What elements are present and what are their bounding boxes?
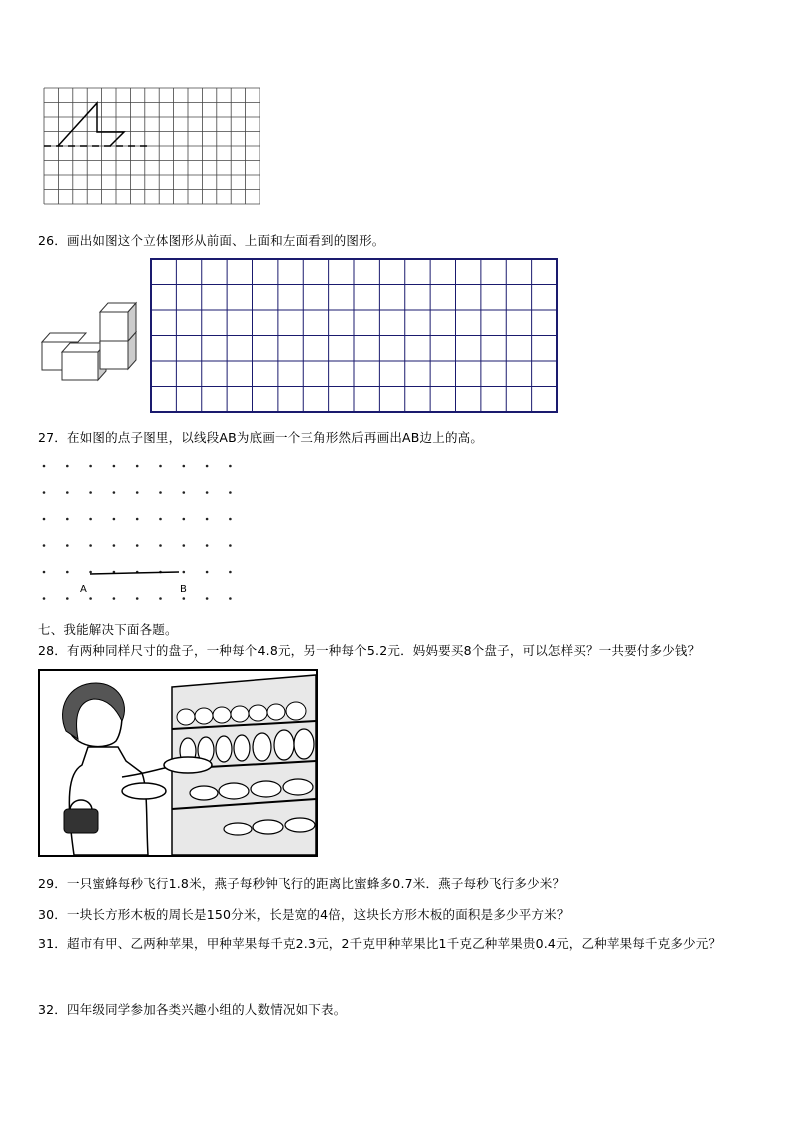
section-7-heading: 七、我能解决下面各题。 (38, 622, 178, 637)
grid-dot (89, 491, 92, 494)
label-a: A (80, 584, 87, 595)
grid-dot (113, 544, 116, 547)
grid-dot (43, 491, 46, 494)
grid-dot (66, 597, 69, 600)
question-30: 30．一块长方形木板的周长是150分米，长是宽的4倍，这块长方形木板的面积是多少平方米？ (38, 907, 570, 922)
grid-dot (206, 597, 209, 600)
grid-dot (66, 465, 69, 468)
grid-dot (43, 571, 46, 574)
grid-dot (183, 518, 186, 521)
grid-dot (206, 465, 209, 468)
grid-dot (159, 518, 162, 521)
grid-dot (229, 518, 232, 521)
grid-dot (66, 518, 69, 521)
grid-dot (66, 491, 69, 494)
label-b: B (180, 584, 187, 595)
grid-dot (66, 571, 69, 574)
segment-ab (90, 572, 179, 574)
grid-dot (89, 544, 92, 547)
grid-dot (159, 544, 162, 547)
grid-dot (229, 597, 232, 600)
drawing-grid[interactable] (150, 258, 560, 414)
grid-dot (113, 465, 116, 468)
grid-dot (89, 597, 92, 600)
grid-dot (206, 518, 209, 521)
symmetry-grid-figure (40, 86, 260, 206)
grid-dot (136, 544, 139, 547)
grid-dot (229, 491, 232, 494)
grid-dot (183, 544, 186, 547)
grid-dot (229, 544, 232, 547)
grid-dot (206, 491, 209, 494)
dot-grid-dots (43, 465, 232, 600)
question-31: 31．超市有甲、乙两种苹果，甲种苹果每千克2.3元，2千克甲种苹果比1千克乙种苹果贵0.4元，乙种苹果每千克多少元？ (38, 936, 722, 951)
grid-dot (43, 465, 46, 468)
grid-dot (89, 465, 92, 468)
question-28: 28．有两种同样尺寸的盘子，一种每个4.8元，另一种每个5.2元．妈妈要买8个盘子，可以怎样买？一共要付多少钱？ (38, 643, 701, 658)
grid-dot (66, 544, 69, 547)
grid-dot (136, 465, 139, 468)
half-shape (58, 103, 124, 146)
grid-dot (183, 465, 186, 468)
grid-dot (136, 491, 139, 494)
grid-dot (43, 544, 46, 547)
grid-dot (89, 571, 92, 574)
grid-dot (113, 597, 116, 600)
grid-dot (183, 491, 186, 494)
grid-dot (206, 544, 209, 547)
question-29: 29．一只蜜蜂每秒飞行1.8米，燕子每秒钟飞行的距离比蜜蜂多0.7米．燕子每秒飞行多少米？ (38, 876, 566, 891)
question-26: 26．画出如图这个立体图形从前面、上面和左面看到的图形。 (38, 233, 385, 248)
question-27: 27．在如图的点子图里，以线段AB为底画一个三角形然后再画出AB边上的高。 (38, 430, 484, 445)
grid-dot (89, 518, 92, 521)
grid-dot (183, 597, 186, 600)
grid-dot (113, 491, 116, 494)
grid-dot (43, 518, 46, 521)
question-32: 32．四年级同学参加各类兴趣小组的人数情况如下表。 (38, 1002, 347, 1017)
plate-shop-illustration (38, 669, 318, 857)
grid-dot (159, 597, 162, 600)
grid-dot (229, 465, 232, 468)
grid-dot (159, 491, 162, 494)
grid-dot (206, 571, 209, 574)
grid-dot (159, 465, 162, 468)
grid-dot (43, 597, 46, 600)
dot-grid-figure (36, 458, 246, 608)
cube-stack-figure (38, 295, 148, 385)
grid-dot (229, 571, 232, 574)
grid-dot (183, 571, 186, 574)
grid-dot (136, 597, 139, 600)
grid-dot (113, 518, 116, 521)
grid-dot (136, 518, 139, 521)
